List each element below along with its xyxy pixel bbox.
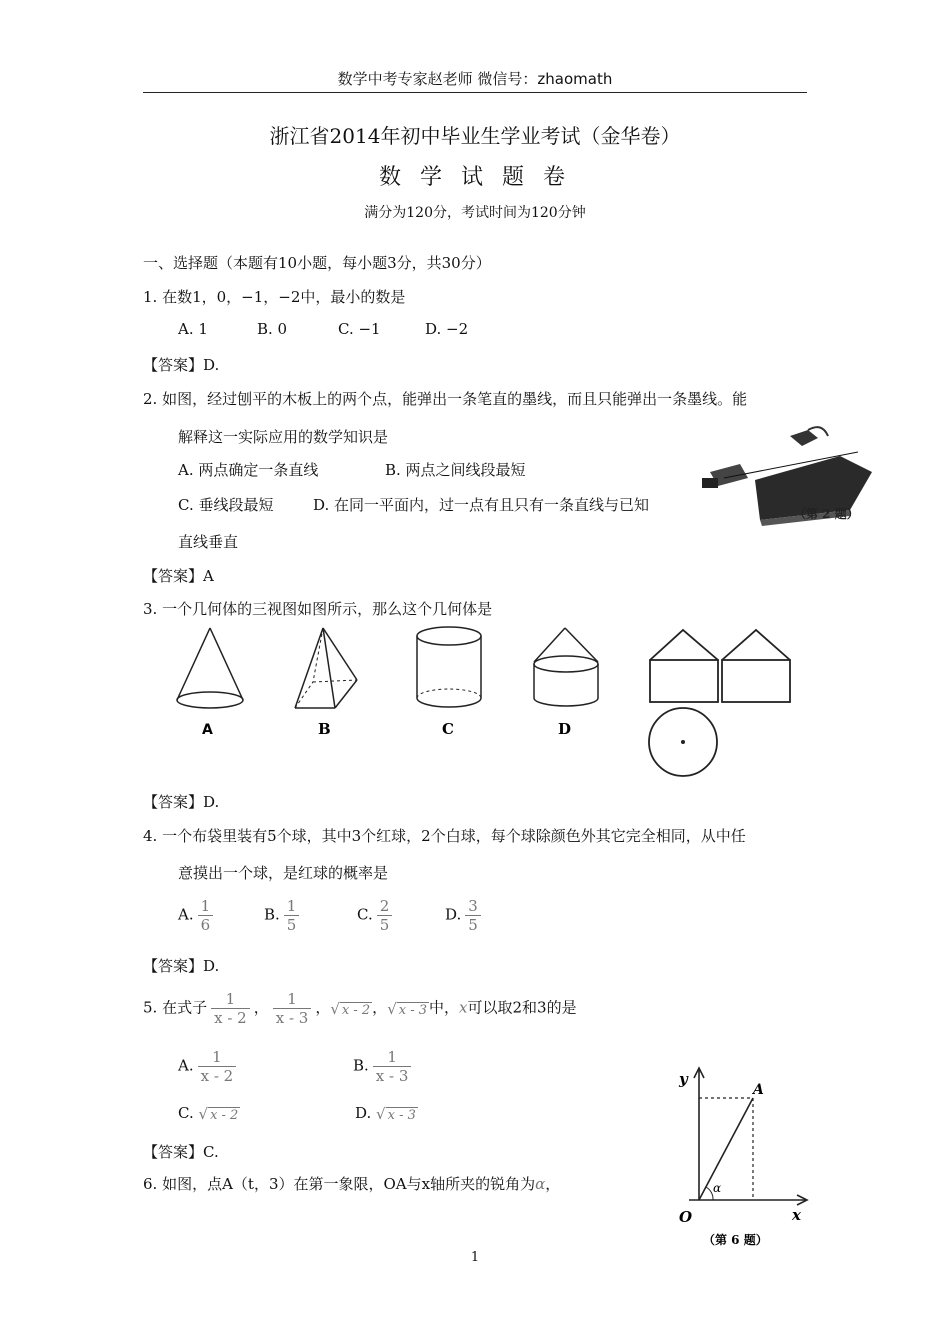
q4-option-d [445, 897, 485, 934]
q5-option-c [178, 1104, 240, 1123]
q2-figure-caption: （第 2 题） [794, 507, 859, 521]
q5-c-radicand: x - 2 [210, 1108, 239, 1123]
q3-label-d: D [558, 720, 572, 738]
q4-stem-line1: 4. 一个布袋里装有5个球，其中3个红球，2个白球，每个球除颜色外其它完全相同，从中任 [143, 827, 746, 845]
q3-stem: 3. 一个几何体的三视图如图所示，那么这个几何体是 [143, 600, 493, 618]
q3-label-b: B [318, 720, 331, 738]
q4-option-c-label: C. [357, 905, 373, 924]
q4-d-num: 3 [468, 897, 478, 915]
q2-stem-line1: 2. 如图，经过刨平的木板上的两个点，能弹出一条笔直的墨线，而且只能弹出一条墨线。能 [143, 390, 748, 408]
q2-option-a: A. 两点确定一条直线 [178, 461, 319, 479]
q2-option-b: B. 两点之间线段最短 [385, 461, 526, 479]
q2-stem-line2: 解释这一实际应用的数学知识是 [178, 428, 389, 446]
q5-expr-2 [273, 990, 312, 1027]
q5-expr-2-den: x - 3 [273, 1008, 312, 1027]
q5-variable: x [459, 998, 468, 1017]
q3-label-c: C [442, 720, 454, 738]
q4-b-den: 5 [284, 915, 300, 934]
exam-info: 满分为120分，考试时间为120分钟 [364, 205, 586, 221]
exam-subtitle: 数 学 试 题 卷 [379, 165, 571, 190]
q3-option-b-pyramid [285, 620, 370, 745]
q3-option-a-cone [165, 620, 260, 745]
q5-expr-4-radicand: x - 3 [398, 1002, 428, 1018]
q6-stem-text: 6. 如图，点A（t，3）在第一象限，OA与x轴所夹的锐角为 [143, 1175, 536, 1193]
q4-stem-line2: 意摸出一个球，是红球的概率是 [178, 864, 389, 882]
q2-figure-board [700, 418, 880, 528]
q4-answer: 【答案】D. [143, 957, 220, 975]
q5-stem-prefix: 5. 在式子 [143, 998, 208, 1017]
q6-figure-caption: （第 6 题） [703, 1233, 768, 1247]
q4-option-b-label: B. [264, 905, 280, 924]
q3-three-views [640, 622, 805, 782]
q5-expr-3: √ x - 2 [330, 999, 371, 1018]
q5-expr-2-num: 1 [287, 990, 297, 1008]
q5-expr-3-radicand: x - 2 [341, 1002, 371, 1018]
q5-answer: 【答案】C. [143, 1143, 219, 1161]
q5-option-b-label: B. [353, 1056, 369, 1075]
q4-option-a-fraction [198, 897, 214, 934]
q4-d-den: 5 [465, 915, 481, 934]
q2-option-d-cont: 直线垂直 [178, 533, 239, 551]
q5-expr-1-den: x - 2 [211, 1008, 250, 1027]
q6-figure-axes [665, 1062, 815, 1247]
q6-stem: 6. 如图，点A（t，3）在第一象限，OA与x轴所夹的锐角为α， [143, 1175, 561, 1193]
q4-b-num: 1 [286, 897, 297, 915]
q3-answer: 【答案】D. [143, 793, 220, 811]
page-header: 数学中考专家赵老师 微信号：zhaomath [337, 70, 613, 88]
q2-option-d: D. 在同一平面内，过一点有且只有一条直线与已知 [313, 496, 650, 514]
q5-expr-4: √ x - 3 [387, 999, 428, 1018]
q5-b-num: 1 [387, 1048, 397, 1066]
q6-alpha: α [535, 1175, 546, 1193]
q3-option-d-cone-cylinder [522, 620, 612, 745]
q5-option-d [355, 1104, 418, 1123]
q3-label-a: A [202, 722, 213, 738]
q2-answer: 【答案】A [143, 567, 214, 585]
q3-option-c-cylinder [405, 620, 495, 745]
q5-a-den: x - 2 [198, 1066, 237, 1085]
q5-expr-1-num: 1 [225, 990, 236, 1008]
section-heading: 一、选择题（本题有10小题，每小题3分，共30分） [143, 254, 491, 272]
q1-answer: 【答案】D. [143, 356, 220, 374]
q6-angle-label: α [713, 1181, 722, 1195]
q5-d-radicand: x - 3 [387, 1108, 416, 1123]
q5-option-a-label: A. [178, 1056, 194, 1075]
q5-stem-tail: 可以取2和3的是 [467, 998, 577, 1017]
q1-stem: 1. 在数1，0，−1，−2中，最小的数是 [143, 288, 406, 306]
q5-option-a [178, 1048, 240, 1085]
q4-c-den: 5 [377, 915, 393, 934]
q5-option-c-label: C. [178, 1104, 194, 1122]
q5-expr-1 [211, 990, 250, 1027]
q4-a-den: 6 [198, 915, 214, 934]
q2-option-c: C. 垂线段最短 [178, 496, 274, 514]
q5-option-d-label: D. [355, 1104, 372, 1122]
q5-stem-suffix: 中， [429, 998, 460, 1017]
q5-option-b [353, 1048, 415, 1085]
q5-option-c-sqrt: √ x - 2 [198, 1105, 239, 1123]
q6-x-label: x [792, 1206, 801, 1224]
q4-c-num: 2 [379, 897, 390, 915]
q4-option-c-fraction [377, 897, 393, 934]
q4-option-b-fraction [284, 897, 300, 934]
q6-y-label: y [679, 1070, 688, 1088]
q6-point-label: A [753, 1082, 764, 1098]
q6-origin-label: O [679, 1208, 693, 1226]
exam-title: 浙江省2014年初中毕业生学业考试（金华卷） [269, 124, 681, 148]
page-number: 1 [470, 1250, 480, 1265]
q5-option-d-sqrt: √ x - 3 [376, 1105, 416, 1123]
q1-option-b: B. 0 [257, 320, 288, 338]
q4-option-a-label: A. [178, 905, 194, 924]
q4-option-a [178, 897, 217, 934]
q5-stem: 5. 在式子 $\frac{1}{x - 2}$ ， $\frac{1}{x - 3}$ ，√ x - 2 ，√ x - 3 中，x可以取2和3的是 [143, 990, 577, 1027]
q5-option-b-fraction [373, 1048, 412, 1085]
q1-option-d: D. −2 [425, 320, 469, 338]
q1-option-c: C. −1 [338, 320, 381, 338]
q4-option-d-label: D. [445, 905, 462, 924]
q5-option-a-fraction [198, 1048, 237, 1085]
q4-option-c [357, 897, 396, 934]
q1-option-a: A. 1 [178, 320, 208, 338]
q4-option-d-fraction [465, 897, 481, 934]
q5-a-num: 1 [212, 1048, 222, 1066]
q4-option-b [264, 897, 303, 934]
q4-a-num: 1 [200, 897, 211, 915]
q5-b-den: x - 3 [373, 1066, 412, 1085]
header-divider [143, 92, 807, 93]
